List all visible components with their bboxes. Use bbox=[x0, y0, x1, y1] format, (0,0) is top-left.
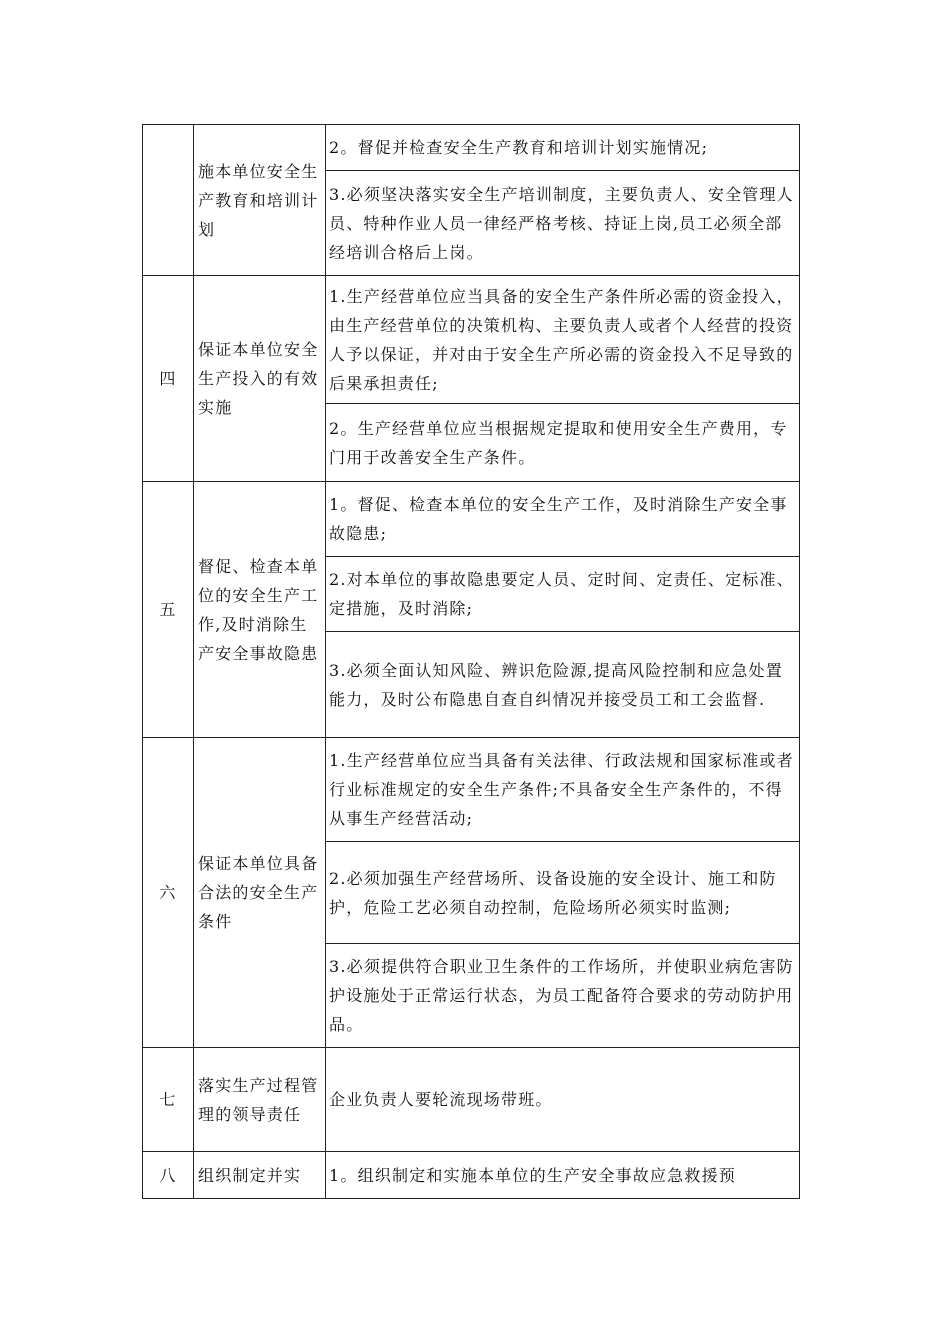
row-item: 3.必须坚决落实安全生产培训制度，主要负责人、安全管理人员、特种作业人员一律经严格考核、持证上岗,员工必须全部经培训合格后上岗。 bbox=[326, 171, 800, 276]
table-row bbox=[143, 1152, 800, 1199]
row-title: 督促、检查本单位的安全生产工作,及时消除生产安全事故隐患 bbox=[194, 482, 326, 738]
responsibility-table bbox=[142, 124, 800, 1199]
row-item: 3.必须全面认知风险、辨识危险源,提高风险控制和应急处置能力，及时公布隐患自查自纠情况并接受员工和工会监督. bbox=[326, 632, 800, 738]
row-number: 六 bbox=[143, 738, 194, 1048]
row-number: 七 bbox=[143, 1048, 194, 1152]
table-row bbox=[143, 276, 800, 404]
row-number bbox=[143, 125, 194, 276]
row-title: 保证本单位安全生产投入的有效实施 bbox=[194, 276, 326, 482]
table-row bbox=[143, 1048, 800, 1152]
row-title: 落实生产过程管理的领导责任 bbox=[194, 1048, 326, 1152]
row-item: 企业负责人要轮流现场带班。 bbox=[326, 1048, 800, 1152]
row-number: 四 bbox=[143, 276, 194, 482]
row-item: 2。生产经营单位应当根据规定提取和使用安全生产费用，专门用于改善安全生产条件。 bbox=[326, 404, 800, 482]
row-number: 八 bbox=[143, 1152, 194, 1199]
table-row bbox=[143, 125, 800, 171]
row-item: 2.必须加强生产经营场所、设备设施的安全设计、施工和防护，危险工艺必须自动控制，危险场所必须实时监测; bbox=[326, 842, 800, 944]
table-row bbox=[143, 738, 800, 842]
row-item: 2。督促并检查安全生产教育和培训计划实施情况; bbox=[326, 125, 800, 171]
row-title: 保证本单位具备合法的安全生产条件 bbox=[194, 738, 326, 1048]
row-item: 1。督促、检查本单位的安全生产工作，及时消除生产安全事故隐患; bbox=[326, 482, 800, 557]
row-number: 五 bbox=[143, 482, 194, 738]
row-item: 1.生产经营单位应当具备的安全生产条件所必需的资金投入，由生产经营单位的决策机构、主要负责人或者个人经营的投资人予以保证，并对由于安全生产所必需的资金投入不足导致的后果承担责任; bbox=[326, 276, 800, 404]
row-item: 2.对本单位的事故隐患要定人员、定时间、定责任、定标准、定措施，及时消除; bbox=[326, 557, 800, 632]
table-row bbox=[143, 482, 800, 557]
row-item: 1.生产经营单位应当具备有关法律、行政法规和国家标准或者行业标准规定的安全生产条件;不具备安全生产条件的，不得从事生产经营活动; bbox=[326, 738, 800, 842]
row-title: 组织制定并实 bbox=[194, 1152, 326, 1199]
row-item: 1。组织制定和实施本单位的生产安全事故应急救援预 bbox=[326, 1152, 800, 1199]
row-item: 3.必须提供符合职业卫生条件的工作场所，并使职业病危害防护设施处于正常运行状态，为员工配备符合要求的劳动防护用品。 bbox=[326, 944, 800, 1048]
row-title: 施本单位安全生产教育和培训计划 bbox=[194, 125, 326, 276]
